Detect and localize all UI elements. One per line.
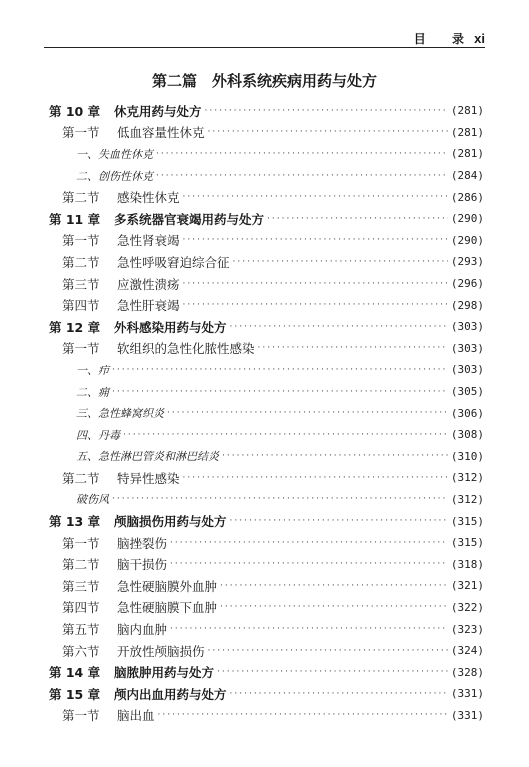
dot-leader [267, 214, 448, 224]
dot-leader [156, 149, 448, 159]
toc-entry-title: 急性肾衰竭 [117, 233, 180, 249]
toc-entry-number: 第 14 章 [49, 665, 101, 681]
toc-entry-title: 外科感染用药与处方 [114, 319, 227, 335]
toc-entry-label [49, 339, 255, 357]
toc-entry-title: 脑出血 [117, 708, 155, 724]
toc-entry-label [49, 275, 180, 293]
toc-entry-sub[interactable] [49, 424, 484, 446]
toc-entry-section[interactable] [49, 640, 484, 662]
toc-entry-title: 三、急性蜂窝织炎 [76, 407, 164, 421]
toc-entry-page: (310) [450, 449, 484, 463]
toc-entry-label [49, 123, 205, 141]
toc-entry-page: (318) [450, 557, 484, 571]
toc-entry-label [49, 534, 167, 552]
toc-entry-label [49, 210, 264, 228]
toc-entry-title: 脑内血肿 [117, 622, 168, 638]
dot-leader [230, 322, 448, 332]
dot-leader [220, 581, 448, 591]
toc-entry-number: 第一节 [62, 125, 100, 141]
toc-entry-label [49, 146, 153, 162]
toc-entry-label [49, 405, 164, 421]
toc-entry-title: 低血容量性休克 [117, 125, 205, 141]
toc-entry-page: (312) [450, 471, 484, 485]
toc-entry-section[interactable] [49, 338, 484, 360]
toc-entry-sub[interactable] [49, 165, 484, 187]
toc-entry-title: 开放性颅脑损伤 [117, 643, 205, 659]
toc-entry-title: 急性呼吸窘迫综合征 [117, 254, 230, 270]
dot-leader [170, 559, 448, 569]
toc-entry-page: (303) [450, 363, 484, 377]
dot-leader [158, 710, 448, 720]
toc-entry-label [49, 685, 227, 703]
toc-entry-number: 第二节 [62, 557, 100, 573]
toc-entry-page: (303) [450, 341, 484, 355]
toc-entry-title: 二、痈 [76, 385, 109, 399]
dot-leader [208, 646, 448, 656]
toc-entry-chapter[interactable] [49, 510, 484, 532]
toc-entry-label [49, 448, 219, 464]
toc-entry-page: (308) [450, 428, 484, 442]
part-title: 第二篇 外科系统疾病用药与处方 [151, 72, 377, 90]
toc-entry-title: 急性硬脑膜下血肿 [117, 600, 218, 616]
toc-entry-number: 第 12 章 [49, 319, 101, 335]
toc-entry-title: 一、疖 [76, 363, 109, 377]
toc-entry-page: (321) [450, 579, 484, 593]
toc-entry-number: 第二节 [62, 254, 100, 270]
dot-leader [170, 538, 448, 548]
toc-entry-sub[interactable] [49, 489, 484, 511]
toc-entry-page: (306) [450, 406, 484, 420]
running-header [414, 30, 485, 47]
toc-entry-number: 第一节 [62, 535, 100, 551]
toc-entry-title: 急性硬脑膜外血肿 [117, 578, 218, 594]
toc-entry-page: (296) [450, 277, 484, 291]
dot-leader [205, 106, 448, 116]
toc-entry-title: 四、丹毒 [76, 428, 120, 442]
toc-entry-title: 感染性休克 [117, 190, 180, 206]
toc-entry-page: (286) [450, 190, 484, 204]
toc-entry-title: 五、急性淋巴管炎和淋巴结炎 [76, 450, 219, 464]
toc-entry-page: (298) [450, 298, 484, 312]
toc-entry-page: (315) [450, 514, 484, 528]
toc-entry-section[interactable] [49, 122, 484, 144]
toc-entry-title: 颅内出血用药与处方 [114, 686, 227, 702]
toc-entry-page: (303) [450, 320, 484, 334]
toc-entry-number: 第 11 章 [49, 211, 101, 227]
toc-entry-section[interactable] [49, 273, 484, 295]
toc-entry-title: 应激性溃疡 [117, 276, 180, 292]
toc-entry-page: (328) [450, 665, 484, 679]
header-rule [44, 47, 485, 48]
toc-entry-title: 一、失血性休克 [76, 147, 153, 161]
dot-leader [230, 516, 448, 526]
toc-entry-title: 颅脑损伤用药与处方 [114, 514, 227, 530]
toc-entry-page: (322) [450, 600, 484, 614]
dot-leader [170, 624, 448, 634]
toc-entry-number: 第二节 [62, 470, 100, 486]
table-of-contents [49, 100, 484, 726]
toc-entry-number: 第五节 [62, 622, 100, 638]
dot-leader [167, 408, 448, 418]
toc-entry-chapter[interactable] [49, 316, 484, 338]
toc-entry-label [49, 384, 109, 400]
dot-leader [208, 127, 448, 137]
toc-entry-label [49, 620, 167, 638]
dot-leader [222, 451, 448, 461]
dot-leader [258, 343, 448, 353]
toc-entry-number: 第 13 章 [49, 514, 101, 530]
dot-leader [183, 300, 448, 310]
toc-entry-number: 第一节 [62, 708, 100, 724]
header-word-1: 目 [413, 32, 426, 46]
toc-entry-section[interactable] [49, 553, 484, 575]
toc-entry-section[interactable] [49, 618, 484, 640]
toc-entry-label [49, 231, 180, 249]
toc-entry-section[interactable] [49, 230, 484, 252]
toc-entry-section[interactable] [49, 186, 484, 208]
toc-entry-page: (312) [450, 492, 484, 506]
toc-entry-label [49, 318, 227, 336]
toc-entry-label [49, 577, 217, 595]
toc-entry-label [49, 555, 167, 573]
toc-entry-section[interactable] [49, 251, 484, 273]
toc-entry-title: 脑脓肿用药与处方 [114, 665, 215, 681]
toc-entry-page: (284) [450, 169, 484, 183]
toc-entry-page: (323) [450, 622, 484, 636]
toc-entry-number: 第 10 章 [49, 103, 101, 119]
toc-entry-label [49, 253, 230, 271]
toc-entry-section[interactable] [49, 597, 484, 619]
toc-entry-section[interactable] [49, 294, 484, 316]
toc-entry-label [49, 491, 109, 507]
toc-entry-number: 第一节 [62, 233, 100, 249]
toc-entry-section[interactable] [49, 575, 484, 597]
toc-entry-number: 第二节 [62, 190, 100, 206]
toc-entry-chapter[interactable] [49, 208, 484, 230]
toc-entry-label [49, 512, 227, 530]
toc-entry-sub[interactable] [49, 359, 484, 381]
toc-entry-title: 软组织的急性化脓性感染 [117, 341, 255, 357]
toc-entry-number: 第三节 [62, 276, 100, 292]
toc-entry-chapter[interactable] [49, 661, 484, 683]
dot-leader [156, 171, 448, 181]
dot-leader [123, 430, 448, 440]
toc-entry-sub[interactable] [49, 381, 484, 403]
toc-entry-section[interactable] [49, 467, 484, 489]
dot-leader [183, 473, 448, 483]
header-word-2: 录 [451, 32, 464, 46]
toc-entry-page: (331) [450, 687, 484, 701]
toc-entry-label [49, 168, 153, 184]
toc-entry-label [49, 642, 205, 660]
toc-entry-label [49, 102, 202, 120]
toc-entry-chapter[interactable] [49, 100, 484, 122]
dot-leader [230, 689, 448, 699]
toc-entry-title: 特异性感染 [117, 470, 180, 486]
toc-entry-number: 第四节 [62, 600, 100, 616]
toc-entry-page: (281) [450, 147, 484, 161]
toc-entry-label [49, 663, 214, 681]
toc-entry-label [49, 362, 109, 378]
toc-entry-label [49, 188, 180, 206]
dot-leader [183, 279, 448, 289]
toc-entry-page: (324) [450, 644, 484, 658]
toc-entry-sub[interactable] [49, 446, 484, 468]
toc-entry-title: 脑挫裂伤 [117, 535, 168, 551]
dot-leader [233, 257, 448, 267]
dot-leader [183, 235, 448, 245]
toc-entry-chapter[interactable] [49, 683, 484, 705]
toc-entry-section[interactable] [49, 532, 484, 554]
toc-entry-page: (331) [450, 708, 484, 722]
dot-leader [183, 192, 448, 202]
toc-entry-number: 第 15 章 [49, 686, 101, 702]
dot-leader [112, 387, 448, 397]
toc-entry-page: (290) [450, 212, 484, 226]
toc-entry-section[interactable] [49, 705, 484, 727]
toc-entry-label [49, 598, 217, 616]
toc-entry-title: 脑干损伤 [117, 557, 168, 573]
dot-leader [220, 602, 448, 612]
toc-entry-title: 破伤风 [76, 493, 109, 507]
dot-leader [112, 494, 448, 504]
toc-entry-number: 第四节 [62, 298, 100, 314]
dot-leader [217, 667, 448, 677]
toc-entry-page: (305) [450, 385, 484, 399]
toc-entry-title: 急性肝衰竭 [117, 298, 180, 314]
toc-entry-page: (315) [450, 536, 484, 550]
toc-entry-label [49, 469, 180, 487]
toc-entry-title: 休克用药与处方 [114, 103, 202, 119]
toc-entry-page: (290) [450, 233, 484, 247]
toc-entry-label [49, 706, 155, 724]
header-page-number: xi [474, 31, 485, 46]
toc-entry-title: 多系统器官衰竭用药与处方 [114, 211, 265, 227]
toc-entry-page: (293) [450, 255, 484, 269]
toc-entry-page: (281) [450, 125, 484, 139]
toc-entry-label [49, 296, 180, 314]
toc-entry-number: 第一节 [62, 341, 100, 357]
toc-entry-title: 二、创伤性休克 [76, 169, 153, 183]
toc-entry-number: 第六节 [62, 643, 100, 659]
toc-entry-sub[interactable] [49, 143, 484, 165]
dot-leader [112, 365, 448, 375]
toc-entry-sub[interactable] [49, 402, 484, 424]
toc-entry-number: 第三节 [62, 578, 100, 594]
toc-entry-page: (281) [450, 104, 484, 118]
toc-entry-label [49, 427, 120, 443]
